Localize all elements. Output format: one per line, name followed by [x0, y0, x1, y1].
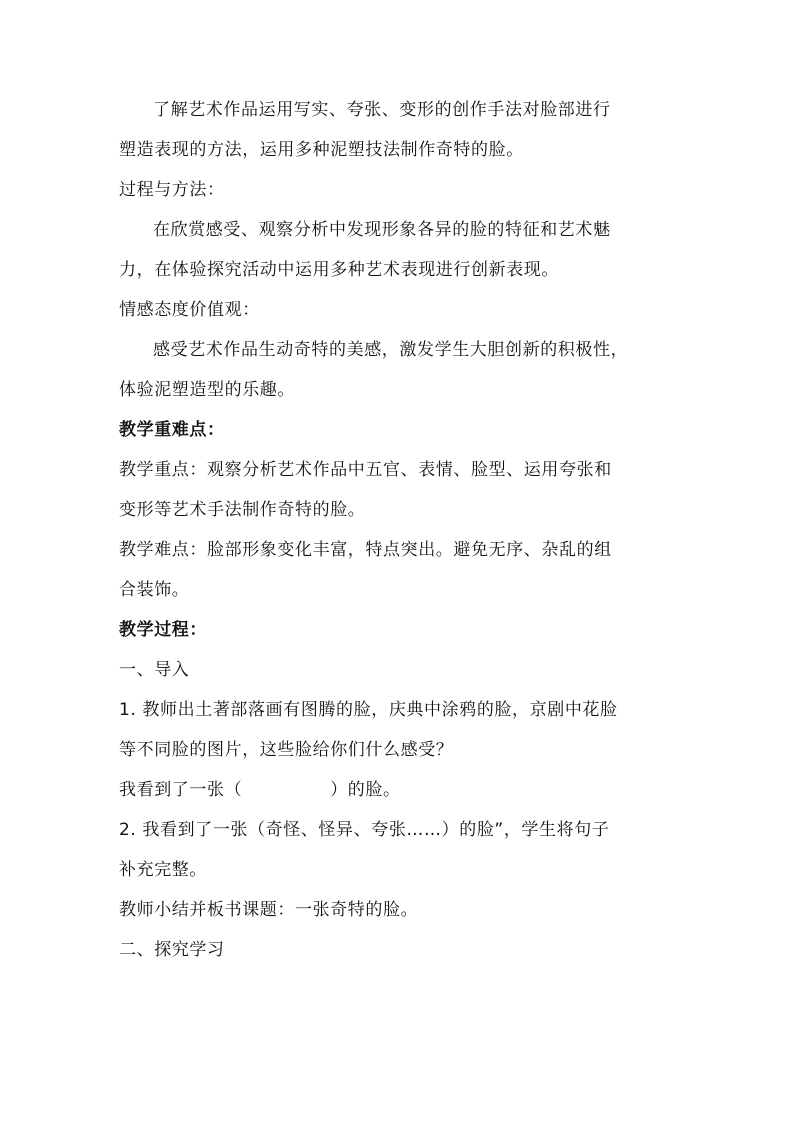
- document-body: [119, 100, 679, 980]
- paragraph-line: 变形等艺术手法制作奇特的脸。: [119, 500, 366, 520]
- paragraph-line: 教师小结并板书课题：一张奇特的脸。: [119, 900, 419, 920]
- paragraph-line: 力，在体验探究活动中运用多种艺术表现进行创新表现。: [119, 260, 559, 280]
- paragraph-line: 在欣赏感受、观察分析中发现形象各异的脸的特征和艺术魅: [153, 220, 611, 240]
- fill-in-after: ）的脸。: [330, 780, 401, 800]
- paragraph-line: 教学重点：观察分析艺术作品中五官、表情、脸型、运用夸张和: [119, 460, 612, 480]
- paragraph-line: 教学难点：脸部形象变化丰富，特点突出。避免无序、杂乱的组: [119, 540, 612, 560]
- section-label: 过程与方法：: [119, 180, 225, 200]
- fill-in-line: [119, 780, 679, 801]
- section-heading: 教学重难点：: [119, 420, 225, 440]
- paragraph-line: 2. 我看到了一张（奇怪、怪异、夸张……）的脸”，学生将句子: [119, 820, 610, 840]
- paragraph-line: 体验泥塑造型的乐趣。: [119, 380, 295, 400]
- paragraph-line: 了解艺术作品运用写实、夸张、变形的创作手法对脸部进行: [153, 100, 611, 120]
- paragraph-line: 1. 教师出土著部落画有图腾的脸，庆典中涂鸦的脸，京剧中花脸: [119, 700, 618, 720]
- fill-in-before: 我看到了一张（: [119, 780, 243, 800]
- paragraph-line: 合装饰。: [119, 580, 190, 600]
- section-label: 二、探究学习: [119, 940, 225, 960]
- section-heading: 教学过程：: [119, 620, 207, 640]
- section-label: 一、导入: [119, 660, 190, 680]
- paragraph-line: 补充完整。: [119, 860, 207, 880]
- paragraph-line: 感受艺术作品生动奇特的美感，激发学生大胆创新的积极性，: [153, 340, 629, 360]
- paragraph-line: 等不同脸的图片，这些脸给你们什么感受？: [119, 740, 454, 760]
- paragraph-line: 塑造表现的方法，运用多种泥塑技法制作奇特的脸。: [119, 140, 524, 160]
- section-label: 情感态度价值观：: [119, 300, 260, 320]
